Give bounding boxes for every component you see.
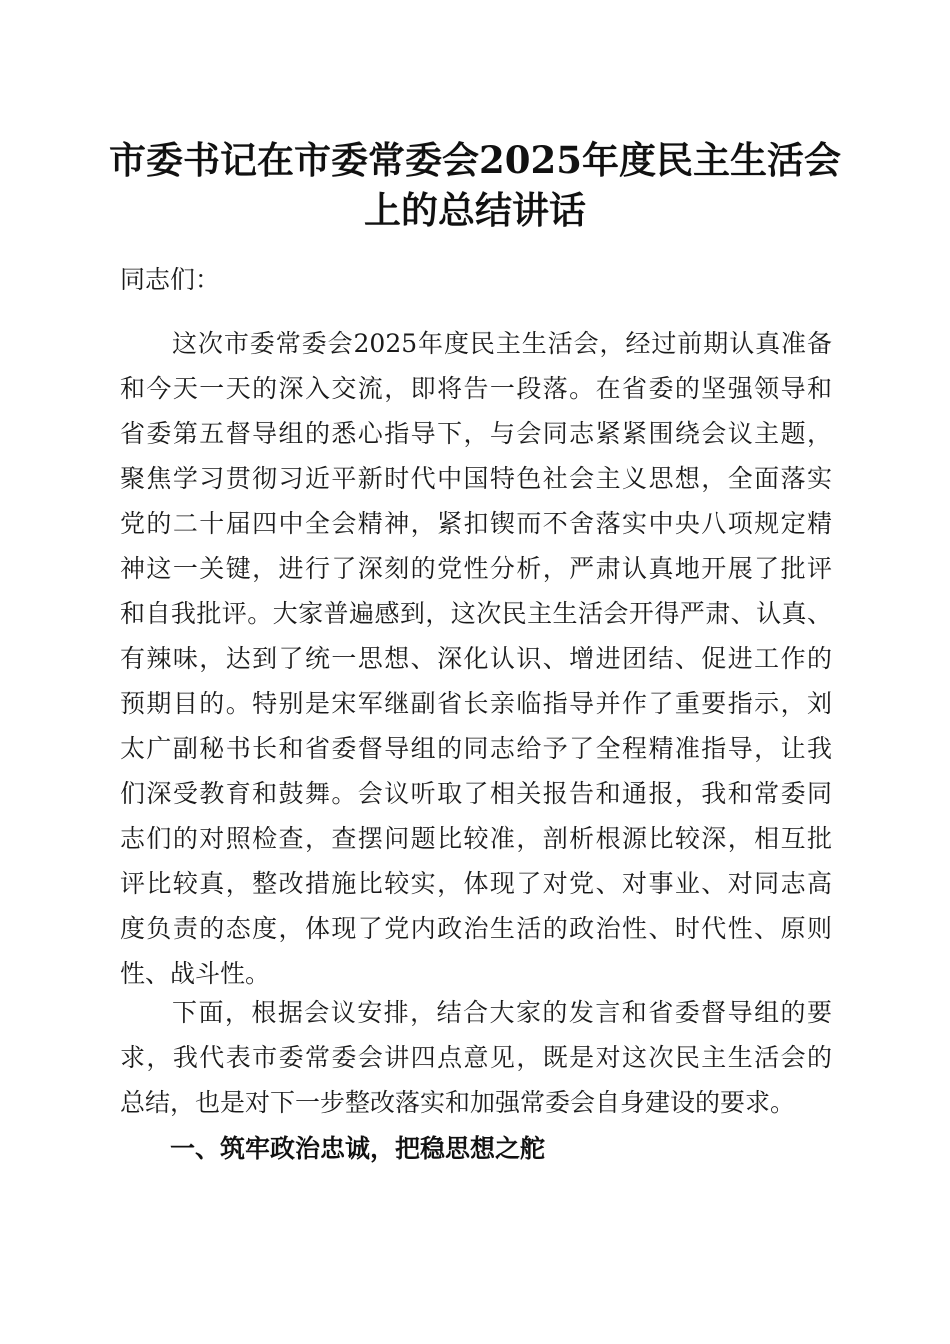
paragraph-line: 党的二十届四中全会精神，紧扣锲而不舍落实中央八项规定精 [120,509,832,538]
paragraph-line: 和今天一天的深入交流，即将告一段落。在省委的坚强领导和 [120,374,832,403]
paragraph-line: 和自我批评。大家普遍感到，这次民主生活会开得严肃、认真、 [120,599,832,628]
paragraph-line: 省委第五督导组的悉心指导下，与会同志紧紧围绕会议主题， [120,419,832,448]
paragraph-line: 性、战斗性。 [120,959,271,988]
title-line-2: 上的总结讲话 [364,188,586,232]
paragraph-line: 太广副秘书长和省委督导组的同志给予了全程精准指导，让我 [120,734,832,763]
paragraph-line: 求，我代表市委常委会讲四点意见，既是对这次民主生活会的 [120,1043,832,1072]
paragraph-line: 聚焦学习贯彻习近平新时代中国特色社会主义思想，全面落实 [120,464,832,493]
title-line-1: 市委书记在市委常委会2025年度民主生活会 [109,138,841,182]
paragraph-1 [120,321,832,996]
salutation [120,257,832,302]
paragraph-line: 这次市委常委会2025年度民主生活会，经过前期认真准备 [172,329,832,358]
salutation-text: 同志们： [120,265,221,294]
paragraph-line: 志们的对照检查，查摆问题比较准，剖析根源比较深，相互批 [120,824,832,853]
paragraph-2 [120,990,832,1125]
paragraph-line: 神这一关键，进行了深刻的党性分析，严肃认真地开展了批评 [120,554,832,583]
paragraph-line: 有辣味，达到了统一思想、深化认识、增进团结、促进工作的 [120,644,832,673]
paragraph-line: 预期目的。特别是宋军继副省长亲临指导并作了重要指示，刘 [120,689,832,718]
paragraph-line: 评比较真，整改措施比较实，体现了对党、对事业、对同志高 [120,869,832,898]
paragraph-line: 总结，也是对下一步整改落实和加强常委会自身建设的要求。 [120,1088,796,1117]
paragraph-line: 下面，根据会议安排，结合大家的发言和省委督导组的要 [172,998,832,1027]
section-heading: 一、筑牢政治忠诚，把稳思想之舵 [170,1134,546,1163]
paragraph-line: 们深受教育和鼓舞。会议听取了相关报告和通报，我和常委同 [120,779,832,808]
document-title [100,135,850,235]
paragraph-line: 度负责的态度，体现了党内政治生活的政治性、时代性、原则 [120,914,832,943]
